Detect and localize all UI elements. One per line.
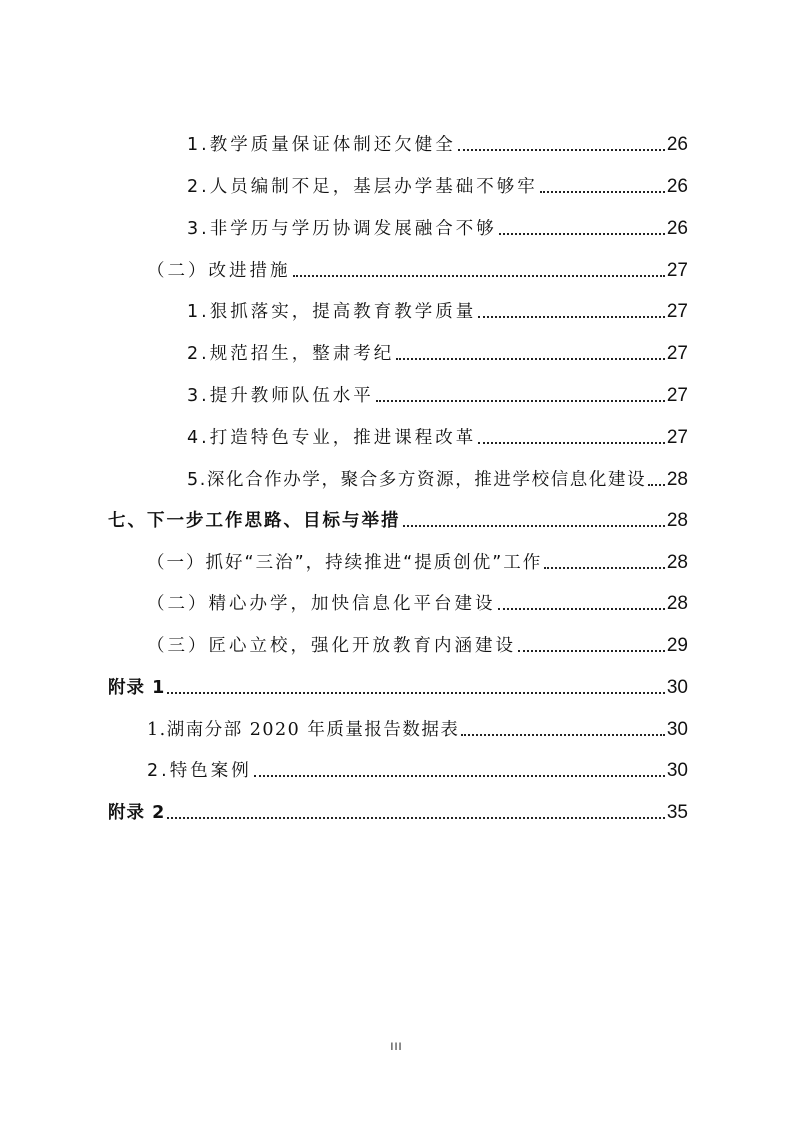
toc-dot-leader xyxy=(499,233,665,235)
toc-page-number: 30 xyxy=(666,677,688,698)
toc-entry[interactable] xyxy=(108,506,688,532)
toc-dot-leader xyxy=(478,442,665,444)
toc-page-number: 26 xyxy=(666,134,688,155)
toc-entry[interactable] xyxy=(187,130,688,156)
toc-page-number: 26 xyxy=(666,176,688,197)
toc-page-number: 28 xyxy=(666,593,688,614)
toc-entry[interactable] xyxy=(187,339,688,365)
toc-page-number: 27 xyxy=(666,343,688,364)
toc-entry[interactable] xyxy=(108,673,688,699)
toc-page-number: 30 xyxy=(666,719,688,740)
toc-entry-label: （二）精心办学，加快信息化平台建设 xyxy=(147,594,496,614)
toc-entry[interactable] xyxy=(147,756,688,782)
page-footer-number: III xyxy=(390,1041,403,1053)
toc-entry-label: 2.人员编制不足，基层办学基础不够牢 xyxy=(187,177,538,197)
toc-entry-label: 附录 2 xyxy=(108,803,166,823)
toc-entry-label: 1.教学质量保证体制还欠健全 xyxy=(187,135,456,155)
toc-dot-leader xyxy=(167,692,665,694)
toc-entry-label: （三）匠心立校，强化开放教育内涵建设 xyxy=(147,636,516,656)
toc-dot-leader xyxy=(167,817,665,819)
toc-entry-label: 1.湖南分部 2020 年质量报告数据表 xyxy=(147,720,460,740)
toc-entry[interactable] xyxy=(147,631,688,657)
toc-entry-label: 七、下一步工作思路、目标与举措 xyxy=(108,511,401,531)
toc-dot-leader xyxy=(293,275,665,277)
toc-dot-leader xyxy=(461,734,665,736)
toc-page-number: 27 xyxy=(666,427,688,448)
toc-dot-leader xyxy=(376,400,665,402)
toc-entry-label: 1.狠抓落实，提高教育教学质量 xyxy=(187,302,477,322)
toc-page-number: 27 xyxy=(666,385,688,406)
toc-entry-label: 2.规范招生，整肃考纪 xyxy=(187,344,395,364)
toc-entry[interactable] xyxy=(147,715,688,741)
toc-dot-leader xyxy=(518,650,665,652)
toc-page-number: 28 xyxy=(666,510,688,531)
toc-page-number: 27 xyxy=(666,301,688,322)
toc-entry[interactable] xyxy=(147,256,688,282)
toc-entry[interactable] xyxy=(187,465,688,491)
toc-page-number: 29 xyxy=(666,635,688,656)
toc-dot-leader xyxy=(648,484,665,486)
toc-entry-label: （一）抓好“三治”，持续推进“提质创优”工作 xyxy=(147,553,543,573)
toc-entry[interactable] xyxy=(187,297,688,323)
toc-page-number: 28 xyxy=(666,469,688,490)
toc-page-number: 27 xyxy=(666,260,688,281)
toc-entry[interactable] xyxy=(187,172,688,198)
toc-page-number: 30 xyxy=(666,760,688,781)
toc-entry[interactable] xyxy=(108,798,688,824)
toc-dot-leader xyxy=(254,775,665,777)
toc-entry-label: 3.非学历与学历协调发展融合不够 xyxy=(187,219,497,239)
toc-dot-leader xyxy=(540,191,665,193)
toc-entry[interactable] xyxy=(187,214,688,240)
toc-dot-leader xyxy=(498,608,665,610)
toc-page-number: 35 xyxy=(666,802,688,823)
toc-entry[interactable] xyxy=(187,423,688,449)
toc-entry-label: 3.提升教师队伍水平 xyxy=(187,386,374,406)
toc-dot-leader xyxy=(458,149,665,151)
toc-dot-leader xyxy=(403,525,665,527)
toc-entry[interactable] xyxy=(147,548,688,574)
toc-entry[interactable] xyxy=(187,381,688,407)
toc-dot-leader xyxy=(396,358,665,360)
toc-dot-leader xyxy=(544,567,665,569)
toc-entry-label: （二）改进措施 xyxy=(147,261,291,281)
toc-dot-leader xyxy=(478,316,665,318)
toc-page-number: 28 xyxy=(666,552,688,573)
toc-entry-label: 附录 1 xyxy=(108,678,166,698)
toc-page-number: 26 xyxy=(666,218,688,239)
toc-entry-label: 4.打造特色专业，推进课程改革 xyxy=(187,428,477,448)
toc-entry[interactable] xyxy=(147,589,688,615)
toc-entry-label: 2.特色案例 xyxy=(147,761,252,781)
toc-entry-label: 5.深化合作办学，聚合多方资源，推进学校信息化建设 xyxy=(187,470,647,490)
